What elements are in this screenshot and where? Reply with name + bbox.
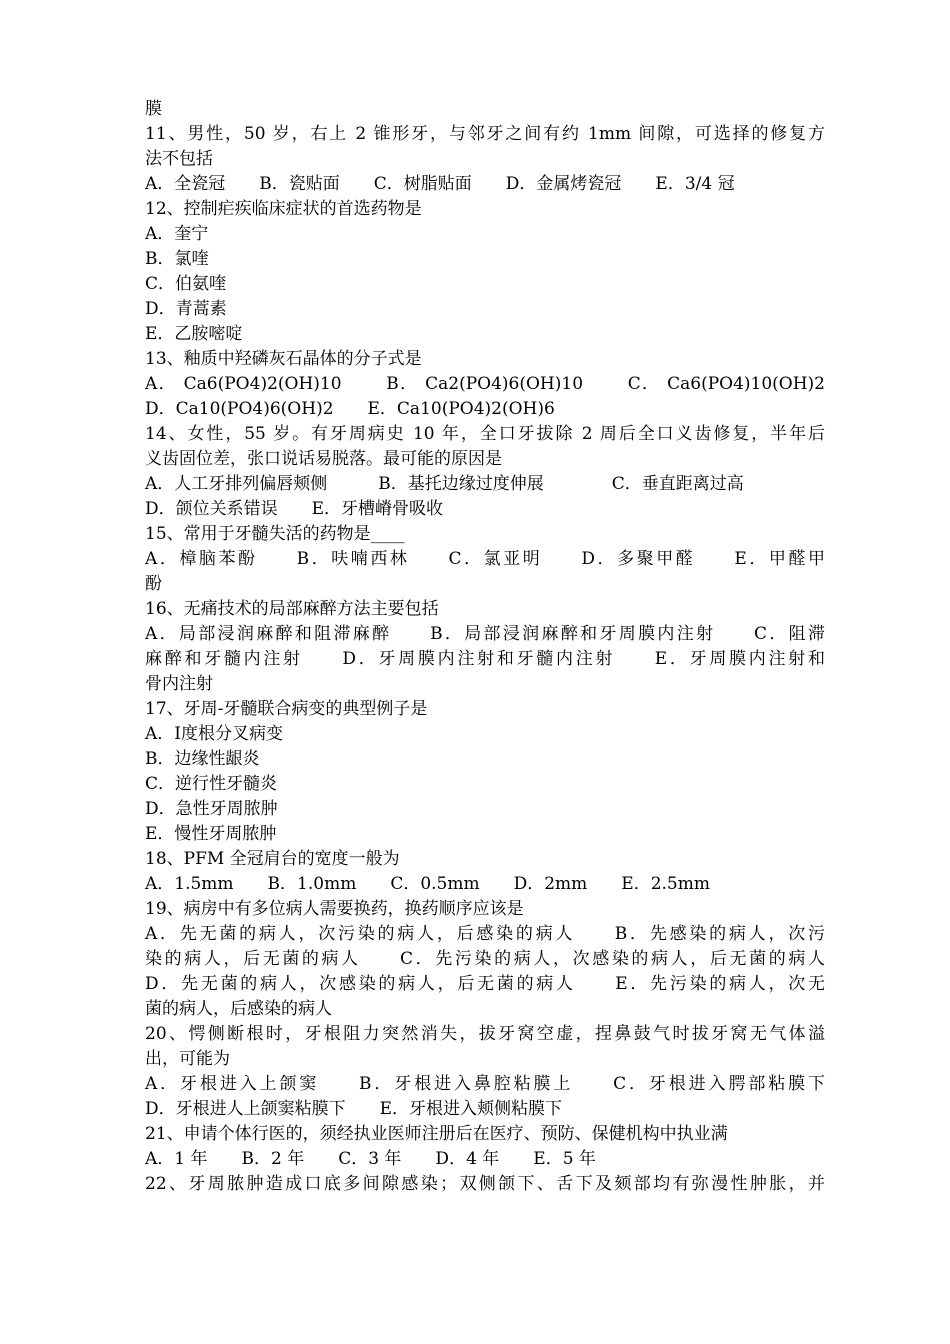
text-line: 义齿固位差，张口说话易脱落。最可能的原因是 [145, 449, 502, 469]
question-14-line: 14、女性，55 岁。有牙周病史 10 年，全口牙拔除 2 周后全口义齿修复，半年后 [145, 424, 825, 444]
answer-option: D．青蒿素 [145, 299, 227, 319]
answer-options: 染的病人，后无菌的病人 C．先污染的病人，次感染的病人，后无菌的病人 [145, 949, 825, 969]
answer-option: E．慢性牙周脓肿 [145, 824, 277, 844]
answer-options: A．樟脑苯酚 B．呋喃西林 C．氯亚明 D．多聚甲醛 E．甲醛甲 [145, 549, 825, 569]
answer-options: D．先无菌的病人，次感染的病人，后无菌的病人 E．先污染的病人，次无 [145, 974, 825, 994]
answer-options: A． Ca6(PO4)2(OH)10 B． Ca2(PO4)6(OH)10 C． Ca6(PO4)10(OH)2 [145, 374, 825, 394]
text-line: 膜 [145, 99, 162, 119]
question-13-line: 13、釉质中羟磷灰石晶体的分子式是 [145, 349, 422, 369]
answer-options: A．人工牙排列偏唇颊侧 B．基托边缘过度伸展 C．垂直距离过高 [145, 474, 744, 494]
text-line: 出，可能为 [145, 1049, 230, 1069]
answer-options: D．Ca10(PO4)6(OH)2 E．Ca10(PO4)2(OH)6 [145, 399, 555, 419]
question-17-line: 17、牙周-牙髓联合病变的典型例子是 [145, 699, 428, 719]
answer-option: B．边缘性龈炎 [145, 749, 260, 769]
question-15-line: 15、常用于牙髓失活的药物是____ [145, 524, 405, 544]
answer-options: A．先无菌的病人，次污染的病人，后感染的病人 B．先感染的病人，次污 [145, 924, 825, 944]
text-line: 骨内注射 [145, 674, 213, 694]
question-22-line: 22、牙周脓肿造成口底多间隙感染；双侧颌下、舌下及颏部均有弥漫性肿胀，并 [145, 1174, 825, 1194]
answer-options: D．颌位关系错误 E．牙槽嵴骨吸收 [145, 499, 444, 519]
answer-option: A．奎宁 [145, 224, 209, 244]
answer-option: E．乙胺嘧啶 [145, 324, 243, 344]
question-20-line: 20、愕侧断根时，牙根阻力突然消失，拔牙窝空虚，捏鼻鼓气时拔牙窝无气体溢 [145, 1024, 825, 1044]
text-line: 菌的病人，后感染的病人 [145, 999, 332, 1019]
text-line: 酚 [145, 574, 162, 594]
question-12-line: 12、控制疟疾临床症状的首选药物是 [145, 199, 422, 219]
answer-options: A．1 年 B．2 年 C．3 年 D．4 年 E．5 年 [145, 1149, 596, 1169]
answer-options: 麻醉和牙髓内注射 D．牙周膜内注射和牙髓内注射 E．牙周膜内注射和 [145, 649, 825, 669]
answer-options: D．牙根进人上颌窦粘膜下 E．牙根进入颊侧粘膜下 [145, 1099, 563, 1119]
document-body [145, 97, 825, 1197]
question-19-line: 19、病房中有多位病人需要换药，换药顺序应该是 [145, 899, 524, 919]
answer-option: D．急性牙周脓肿 [145, 799, 278, 819]
answer-option: A．Ⅰ度根分叉病变 [145, 724, 283, 744]
question-16-line: 16、无痛技术的局部麻醉方法主要包括 [145, 599, 439, 619]
answer-option: C．逆行性牙髓炎 [145, 774, 278, 794]
answer-options: A．1.5mm B．1.0mm C．0.5mm D．2mm E．2.5mm [145, 874, 710, 894]
answer-option: C．伯氨喹 [145, 274, 227, 294]
question-11-line: 11、男性，50 岁，右上 2 锥形牙，与邻牙之间有约 1mm 间隙，可选择的修复方 [145, 124, 825, 144]
answer-options: A．局部浸润麻醉和阻滞麻醉 B．局部浸润麻醉和牙周膜内注射 C．阻滞 [145, 624, 825, 644]
answer-options: A．牙根进入上颌窦 B．牙根进入鼻腔粘膜上 C．牙根进入腭部粘膜下 [145, 1074, 825, 1094]
answer-options: A．全瓷冠 B．瓷贴面 C．树脂贴面 D．金属烤瓷冠 E．3/4 冠 [145, 174, 735, 194]
question-21-line: 21、申请个体行医的，须经执业医师注册后在医疗、预防、保健机构中执业满 [145, 1124, 728, 1144]
answer-option: B．氯喹 [145, 249, 209, 269]
question-18-line: 18、PFM 全冠肩台的宽度一般为 [145, 849, 400, 869]
text-line: 法不包括 [145, 149, 213, 169]
